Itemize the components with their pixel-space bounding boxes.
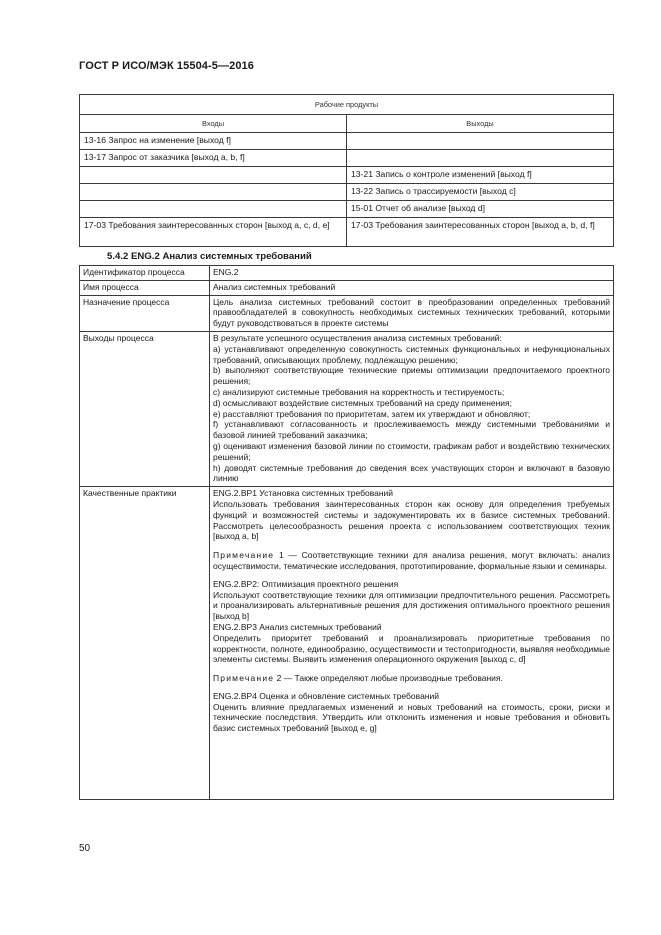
note-1 <box>213 550 610 572</box>
process-name-value: Анализ системных требований <box>210 280 614 295</box>
outputs-header: Выходы <box>347 115 614 133</box>
table-row <box>80 184 614 201</box>
input-cell <box>80 167 347 184</box>
practices-cell <box>210 487 614 800</box>
process-id-value: ENG.2 <box>210 266 614 281</box>
note-2 <box>213 673 610 684</box>
outcome-item: c) анализируют системные требования на корректность и тестируемость; <box>213 386 505 397</box>
outcomes-intro: В результате успешного осуществления анализа системных требований: <box>213 332 502 343</box>
document-code: ГОСТ Р ИСО/МЭК 15504-5—2016 <box>79 60 254 72</box>
work-products-table <box>79 94 614 247</box>
bp2-title: ENG.2.BP2: Оптимизация проектного решения <box>213 578 399 589</box>
note-2-label: Примечание <box>213 673 275 684</box>
process-outcomes-label: Выходы процесса <box>80 331 210 486</box>
bp1-text: Использовать требования заинтересованных сторон как основу для определения требуемых функций и возможностей системы и задокументировать их в базисе системных требований. Рассмотреть целесообразность решения проекта с использованием соответствующих техник [выход a, b] <box>213 498 610 542</box>
table-row <box>80 487 614 800</box>
outcome-item: g) оценивают изменения базовой линии по стоимости, графикам работ и воздействию технических решений; <box>213 440 610 462</box>
process-purpose-cell <box>210 295 614 331</box>
outcome-item: e) расставляют требования по приоритетам, затем их утверждают и обновляют; <box>213 408 531 419</box>
page-number: 50 <box>79 843 91 854</box>
output-cell: 13-22 Запись о трассируемости [выход c] <box>347 184 614 201</box>
table-row <box>80 295 614 331</box>
bp4-title: ENG.2.BP4 Оценка и обновление системных требований <box>213 690 439 701</box>
outcome-item: h) доводят системные требования до сведения всех участвующих сторон и включают в базовую линию <box>213 462 610 484</box>
table-row <box>80 331 614 486</box>
input-cell <box>80 201 347 218</box>
input-cell <box>80 184 347 201</box>
input-cell: 13-17 Запрос от заказчика [выход a, b, f] <box>80 150 347 167</box>
outcome-item: a) устанавливают определенную совокупность системных функциональных и нефункциональных требований, описывающих проблему, подлежащую решению; <box>213 343 610 365</box>
table-row <box>80 266 614 281</box>
outcome-item: b) выполняют соответствующие технические приемы оптимизации предпочитаемого проектного решения; <box>213 365 610 387</box>
outcome-item: d) осмысливают воздействие системных требований на среду применения; <box>213 397 513 408</box>
table-row <box>80 150 614 167</box>
bp4-text: Оценить влияние предлагаемых изменений и новых требований на стоимость, сроки, риски и технические последствия. Утвердить или отклонить изменения и новые требования и обновить базис системных требований [выход e, g] <box>213 701 610 734</box>
table-row <box>80 167 614 184</box>
bp2-text: Используют соответствующие техники для оптимизации предпочтительного решения. Рассмотреть и проанализировать альтернативные решения для достижения оптимального проектного решения [выход b] <box>213 589 610 622</box>
process-id-label: Идентификатор процесса <box>80 266 210 281</box>
inputs-header: Входы <box>80 115 347 133</box>
bp3-title: ENG.2.BP3 Анализ системных требований <box>213 621 382 632</box>
process-table <box>79 265 614 800</box>
bp1-title: ENG.2.BP1 Установка системных требований <box>213 488 394 499</box>
output-cell <box>347 150 614 167</box>
output-cell: 17-03 Требования заинтересованных сторон [выход a, b, d, f] <box>347 218 614 247</box>
table-row <box>80 280 614 295</box>
input-cell: 13-16 Запрос на изменение [выход f] <box>80 133 347 150</box>
input-cell: 17-03 Требования заинтересованных сторон [выход a, c, d, e] <box>80 218 347 247</box>
process-purpose-text: Цель анализа системных требований состоит в преобразовании определенных требований правообладателей в совокупность необходимых системных технических требований, которыми будут руководствоваться в проекте системы <box>213 296 610 329</box>
practices-label: Качественные практики <box>80 487 210 800</box>
table-row <box>80 133 614 150</box>
process-purpose-label: Назначение процесса <box>80 295 210 331</box>
process-name-label: Имя процесса <box>80 280 210 295</box>
note-1-text: 1 — Соответствующие техники для анализа решения, могут включать: анализ осуществимости, тематические исследования, прототипирование, формальные языки и семинары. <box>213 550 610 571</box>
note-2-text: 2 — Также определяют любые производные требования. <box>276 673 503 684</box>
outcome-item: f) устанавливают согласованность и прослеживаемость между системными требованиями и базовой линией требований заказчика; <box>213 419 610 441</box>
output-cell <box>347 133 614 150</box>
output-cell: 15-01 Отчет об анализе [выход d] <box>347 201 614 218</box>
section-title: 5.4.2 ENG.2 Анализ системных требований <box>107 251 312 262</box>
table-row <box>80 218 614 247</box>
table-row <box>80 201 614 218</box>
output-cell: 13-21 Запись о контроле изменений [выход f] <box>347 167 614 184</box>
work-products-title: Рабочие продукты <box>80 95 614 115</box>
note-1-label: Примечание <box>213 550 275 561</box>
process-outcomes-cell <box>210 331 614 486</box>
bp3-text: Определить приоритет требований и проанализировать приоритетные требования по корректности, полноте, единообразию, осуществимости и тестопригодности, выявляя необходимые элементы системы. Выявить изменения операционного окружения [выход c, d] <box>213 632 610 665</box>
